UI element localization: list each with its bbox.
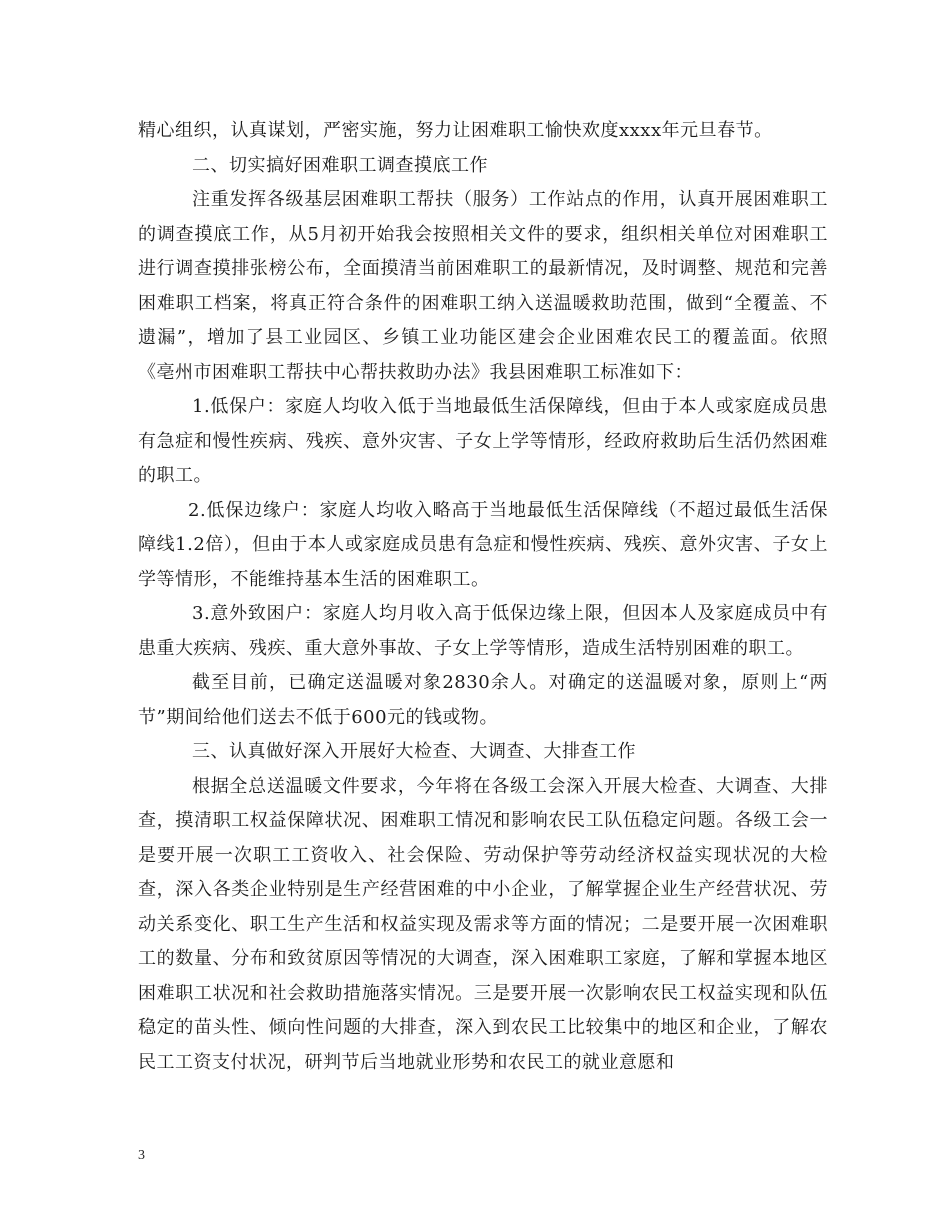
paragraph-inspection: 根据全总送温暖文件要求，今年将在各级工会深入开展大检查、大调查、大排查，摸清职工权益保障状况、困难职工情况和影响农民工队伍稳定问题。各级工会一是要开展一次职工工资收入、社会保险、劳动保护等劳动经济权益实现状况的大检查，深入各类企业特别是生产经营困难的中小企业，了解掌握企业生产经营状况、劳动关系变化、职工生产生活和权益实现及需求等方面的情况；二是要开展一次困难职工的数量、分布和致贫原因等情况的大调查，深入困难职工家庭，了解和掌握本地区困难职工状况和社会救助措施落实情况。三是要开展一次影响农民工权益实现和队伍稳定的苗头性、倾向性问题的大排查，深入到农民工比较集中的地区和企业，了解农民工工资支付状况，研判节后当地就业形势和农民工的就业意愿和 (138, 775, 828, 1073)
document-body (138, 114, 828, 1080)
paragraph-survey: 注重发挥各级基层困难职工帮扶（服务）工作站点的作用，认真开展困难职工的调查摸底工作，从5月初开始我会按照相关文件的要求，组织相关单位对困难职工进行调查摸排张榜公布，全面摸清当前困难职工的最新情况，及时调整、规范和完善困难职工档案，将真正符合条件的困难职工纳入送温暖救助范围，做到“全覆盖、不遗漏”，增加了县工业园区、乡镇工业功能区建会企业困难农民工的覆盖面。依照《亳州市困难职工帮扶中心帮扶救助办法》我县困难职工标准如下： (138, 189, 828, 383)
list-item-low-income: 1.低保户：家庭人均收入低于当地最低生活保障线，但由于本人或家庭成员患有急症和慢性疾病、残疾、意外灾害、子女上学等情形，经政府救助后生活仍然困难的职工。 (138, 396, 828, 486)
paragraph-continuation: 精心组织，认真谋划，严密实施，努力让困难职工愉快欢度xxxx年元旦春节。 (138, 120, 773, 141)
section-heading-3: 三、认真做好深入开展好大检查、大调查、大排查工作 (192, 741, 636, 762)
page-number: 3 (138, 1148, 145, 1163)
list-item-accident-hardship: 3.意外致困户：家庭人均月收入高于低保边缘上限，但因本人及家庭成员中有患重大疾病、残疾、重大意外事故、子女上学等情形，造成生活特别困难的职工。 (138, 603, 828, 659)
list-item-marginal-low-income: 2.低保边缘户：家庭人均收入略高于当地最低生活保障线（不超过最低生活保障线1.2倍），但由于本人或家庭成员患有急症和慢性疾病、残疾、意外灾害、子女上学等情形，不能维持基本生活的困难职工。 (138, 499, 828, 590)
section-heading-2: 二、切实搞好困难职工调查摸底工作 (192, 154, 488, 176)
paragraph-beneficiary-count: 截至目前，已确定送温暖对象2830余人。对确定的送温暖对象，原则上“两节”期间给他们送去不低于600元的钱或物。 (138, 672, 828, 728)
